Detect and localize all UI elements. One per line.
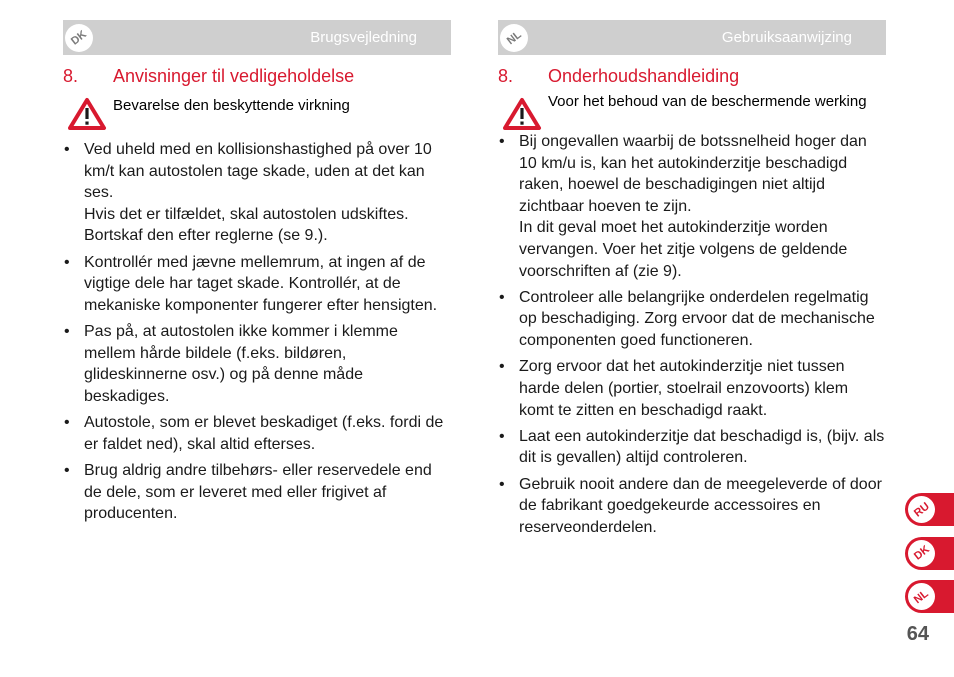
page-number: 64	[906, 623, 929, 645]
header-title: Brugsvejledning	[310, 29, 417, 46]
list-item: • Kontrollér med jævne mellemrum, at ingen af de vigtige dele har taget skade. Kontrollér, at de mekaniske komponenter fungerer efter hensigten.	[64, 253, 438, 314]
list-item: • Gebruik nooit andere dan de meegeleverde of door de fabrikant goedgekeurde accessoires en reserveonderdelen.	[499, 475, 882, 536]
header-bar-dk	[63, 20, 451, 55]
list-item-text: Controleer alle belangrijke onderdelen regelmatig op beschadiging. Zorg ervoor dat de mechanische componenten goed functioneren.	[519, 288, 875, 350]
warning-triangle-icon	[67, 97, 107, 131]
list-item-text: Bij ongevallen waarbij de botssnelheid hoger dan 10 km/u is, kan het autokinderzitje beschadigd raken, hoewel de beschadigingen niet altijd zichtbaar hoeven te zijn. In dit geval moet het autokinderzitje worden vervangen. Voer het zitje volgens de geldende voorschriften af (zie 9).	[519, 133, 867, 280]
section-heading	[498, 65, 886, 87]
warning-notice	[498, 91, 886, 125]
section-number: 8.	[63, 65, 79, 86]
maintenance-list-dk	[63, 139, 451, 525]
list-item-text: Ved uheld med en kollisionshastighed på over 10 km/t kan autostolen tage skade, uden at det kan ses. Hvis det er tilfældet, skal autostolen udskiftes. Bortskaf den efter reglerne (se 9.).	[84, 141, 432, 245]
section-heading	[63, 65, 451, 87]
list-item-text: Kontrollér med jævne mellemrum, at ingen af de vigtige dele har taget skade. Kontrollér, at de mekaniske komponenter fungerer efter hensigten.	[84, 253, 438, 314]
list-item: • Controleer alle belangrijke onderdelen regelmatig op beschadiging. Zorg ervoor dat de mechanische componenten goed functioneren.	[499, 288, 875, 350]
list-item: • Brug aldrig andre tilbehørs- eller reservedele end de dele, som er leveret med eller frigivet af producenten.	[64, 462, 432, 523]
section-title: Onderhoudshandleiding	[548, 65, 740, 86]
list-item-text: Brug aldrig andre tilbehørs- eller reservedele end de dele, som er leveret med eller frigivet af producenten.	[84, 462, 432, 523]
section-number: 8.	[498, 65, 514, 86]
list-item: • Pas på, at autostolen ikke kommer i klemme mellem hårde bildele (f.eks. bildøren, glideskinnerne osv.) og på denne måde beskadiges.	[64, 323, 398, 405]
section-title: Anvisninger til vedligeholdelse	[113, 65, 355, 86]
list-item-text: Autostole, som er blevet beskadiget (f.eks. fordi de er faldet ned), skal altid efterses.	[84, 414, 444, 453]
list-item: • Laat een autokinderzitje dat beschadigd is, (bijv. als dit is gevallen) altijd controleren.	[499, 427, 885, 467]
side-tab-dk[interactable]: DK	[905, 537, 954, 570]
language-badge-nl: NL	[500, 24, 528, 52]
language-badge-dk: DK	[65, 24, 93, 52]
list-item: • Ved uheld med en kollisionshastighed på over 10 km/t kan autostolen tage skade, uden at det kan ses. Hvis det er tilfældet, skal autostolen udskiftes. Bortskaf den efter reglerne (se 9.).	[64, 141, 432, 245]
list-item: • Bij ongevallen waarbij de botssnelheid hoger dan 10 km/u is, kan het autokinderzitje beschadigd raken, hoewel de beschadigingen niet altijd zichtbaar hoeven te zijn. In dit geval moet het autokinderzitje worden vervangen. Voer het zitje volgens de geldende voorschriften af (zie 9).	[499, 133, 867, 280]
left-column	[63, 20, 451, 530]
warning-text: Bevarelse den beskyttende virkning	[113, 97, 350, 114]
side-tab-ru[interactable]: RU	[905, 493, 954, 526]
header-title: Gebruiksaanwijzing	[721, 29, 852, 46]
side-tab-nl[interactable]: NL	[905, 580, 954, 613]
right-column	[498, 20, 886, 543]
list-item-text: Gebruik nooit andere dan de meegeleverde of door de fabrikant goedgekeurde accessoires en reserveonderdelen.	[519, 475, 882, 536]
header-bar-nl	[498, 20, 886, 55]
list-item: • Autostole, som er blevet beskadiget (f.eks. fordi de er faldet ned), skal altid efterses.	[64, 414, 444, 453]
list-item: • Zorg ervoor dat het autokinderzitje niet tussen harde delen (portier, stoelrail enzovoorts) klem komt te zitten en beschadigd raakt.	[499, 358, 849, 419]
list-item-text: Laat een autokinderzitje dat beschadigd is, (bijv. als dit is gevallen) altijd controleren.	[519, 427, 885, 467]
warning-triangle-icon	[502, 97, 542, 131]
list-item-text: Zorg ervoor dat het autokinderzitje niet tussen harde delen (portier, stoelrail enzovoorts) klem komt te zitten en beschadigd raakt.	[519, 358, 849, 419]
maintenance-list-nl	[498, 131, 886, 538]
language-side-tabs	[905, 493, 954, 624]
list-item-text: Pas på, at autostolen ikke kommer i klemme mellem hårde bildele (f.eks. bildøren, glideskinnerne osv.) og på denne måde beskadiges.	[84, 323, 398, 405]
warning-text: Voor het behoud van de beschermende werking	[548, 93, 867, 110]
warning-notice	[63, 95, 451, 129]
